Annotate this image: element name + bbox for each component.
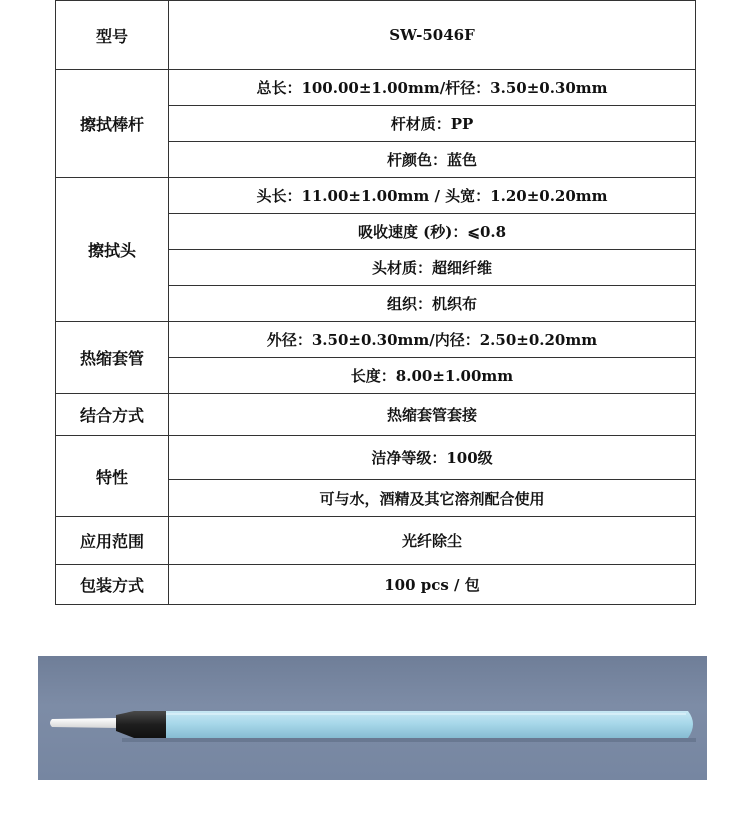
table-row: [56, 322, 696, 358]
row-label-swab-stick: 擦拭棒杆: [56, 70, 169, 178]
product-photo: [38, 656, 707, 780]
shrink-sleeve: [116, 711, 168, 738]
stick-color-value: 杆颜色：蓝色: [169, 142, 696, 178]
application-value: 光纤除尘: [169, 517, 696, 565]
table-row: [56, 178, 696, 214]
stick-length-value: 总长：100.00±1.00mm/杆径：3.50±0.30mm: [169, 70, 696, 106]
row-label-swab-head: 擦拭头: [56, 178, 169, 322]
sleeve-length-value: 长度：8.00±1.00mm: [169, 358, 696, 394]
swab-stick: [166, 711, 693, 738]
row-label-model: 型号: [56, 1, 169, 70]
swab-image: [38, 656, 707, 780]
table-row: [56, 1, 696, 70]
row-label-features: 特性: [56, 436, 169, 517]
spec-table: [55, 0, 696, 605]
model-value: SW-5046F: [169, 1, 696, 70]
table-row: [56, 70, 696, 106]
table-row: [56, 565, 696, 605]
table-row: [56, 436, 696, 480]
sleeve-diameter-value: 外径：3.50±0.30mm/内径：2.50±0.20mm: [169, 322, 696, 358]
solvent-value: 可与水，酒精及其它溶剂配合使用: [169, 480, 696, 517]
weave-value: 组织：机织布: [169, 286, 696, 322]
packaging-value: 100 pcs / 包: [169, 565, 696, 605]
clean-class-value: 洁净等级：100级: [169, 436, 696, 480]
row-label-joining: 结合方式: [56, 394, 169, 436]
absorb-speed-value: 吸收速度 (秒)：⩽0.8: [169, 214, 696, 250]
table-row: [56, 394, 696, 436]
table-row: [56, 517, 696, 565]
row-label-shrink-sleeve: 热缩套管: [56, 322, 169, 394]
row-label-application: 应用范围: [56, 517, 169, 565]
stick-material-value: 杆材质：PP: [169, 106, 696, 142]
joining-value: 热缩套管套接: [169, 394, 696, 436]
swab-shadow: [122, 738, 696, 742]
head-material-value: 头材质：超细纤维: [169, 250, 696, 286]
row-label-packaging: 包装方式: [56, 565, 169, 605]
head-size-value: 头长：11.00±1.00mm / 头宽：1.20±0.20mm: [169, 178, 696, 214]
swab-tip: [50, 718, 118, 728]
